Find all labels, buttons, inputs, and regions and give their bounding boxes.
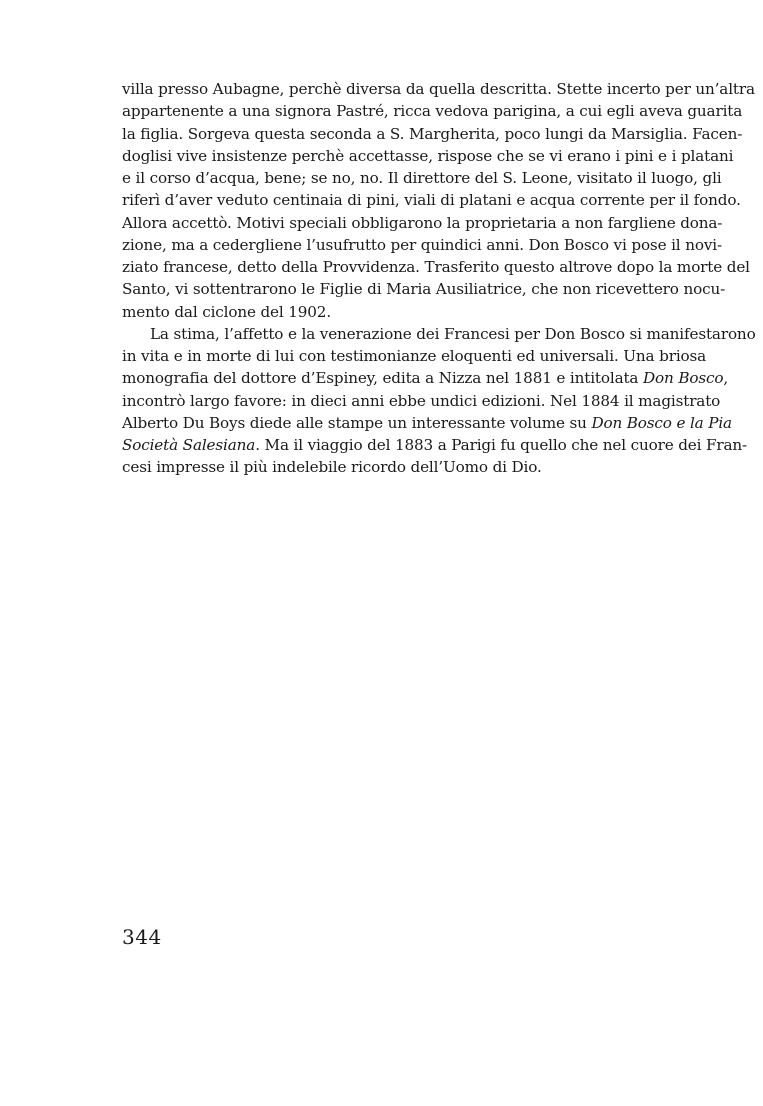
text-segment: cesi impresse il più indelebile ricordo dell’Uomo di Dio. — [122, 458, 542, 477]
page-number: 344 — [122, 925, 162, 949]
text-line — [122, 390, 721, 412]
text-line — [122, 434, 748, 456]
text-line — [122, 145, 734, 167]
italic-title: Don Bosco — [643, 369, 724, 388]
text-line — [122, 123, 743, 145]
text-segment: e il corso d’acqua, bene; se no, no. Il direttore del S. Leone, visitato il luogo, gli — [122, 169, 722, 187]
italic-title: Società Salesiana — [122, 436, 256, 454]
text-segment: appartenente a una signora Pastré, ricca vedova parigina, a cui egli aveva guarita — [122, 102, 743, 121]
text-line — [122, 412, 732, 434]
text-segment: , — [723, 369, 729, 388]
paragraph — [122, 323, 756, 479]
text-segment: villa presso Aubagne, perchè diversa da quella descritta. Stette incerto per un’altra — [122, 80, 755, 98]
text-line — [122, 278, 726, 300]
text-line — [122, 323, 756, 345]
text-line — [122, 167, 722, 189]
body-text — [122, 78, 756, 479]
text-segment: la figlia. Sorgeva questa seconda a S. Margherita, poco lungi da Marsiglia. Facen- — [122, 124, 743, 143]
text-line — [122, 78, 755, 100]
text-segment: doglisi vive insistenze perchè accettasse, rispose che se vi erano i pini e i platani — [122, 146, 734, 165]
text-segment: riferì d’aver veduto centinaia di pini, viali di platani e acqua corrente per il fondo. — [122, 191, 741, 210]
text-segment: monografia del dottore d’Espiney, edita a Nizza nel 1881 e intitolata — [122, 369, 644, 388]
text-segment: in vita e in morte di lui con testimonianze eloquenti ed universali. Una briosa — [122, 347, 707, 365]
text-line — [122, 345, 707, 367]
text-segment: mento dal ciclone del 1902. — [122, 302, 331, 321]
text-line — [122, 301, 641, 323]
text-segment: ziato francese, detto della Provvidenza. Trasferito questo altrove dopo la morte del — [122, 258, 750, 276]
text-segment: Alberto Du Boys diede alle stampe un interessante volume su — [122, 413, 592, 432]
text-segment: Santo, vi sottentrarono le Figlie di Maria Ausiliatrice, che non ricevettero nocu- — [122, 280, 726, 299]
italic-title: Don Bosco e la Pia — [591, 413, 732, 432]
text-segment: . Ma il viaggio del 1883 a Parigi fu quello che nel cuore dei Fran- — [255, 436, 748, 454]
text-segment: incontrò largo favore: in dieci anni ebbe undici edizioni. Nel 1884 il magistrato — [122, 391, 721, 410]
text-line — [122, 456, 641, 478]
text-line — [122, 256, 750, 278]
text-line — [122, 100, 743, 122]
text-line — [122, 234, 722, 256]
text-segment: Allora accettò. Motivi speciali obbligarono la proprietaria a non fargliene dona- — [122, 213, 723, 232]
text-line — [122, 367, 729, 389]
text-line — [122, 212, 723, 234]
paragraph — [122, 78, 755, 323]
text-segment: zione, ma a cedergliene l’usufrutto per quindici anni. Don Bosco vi pose il novi- — [122, 235, 722, 254]
text-line — [122, 189, 741, 211]
text-segment: La stima, l’affetto e la venerazione dei Francesi per Don Bosco si manifestarono — [150, 324, 756, 343]
